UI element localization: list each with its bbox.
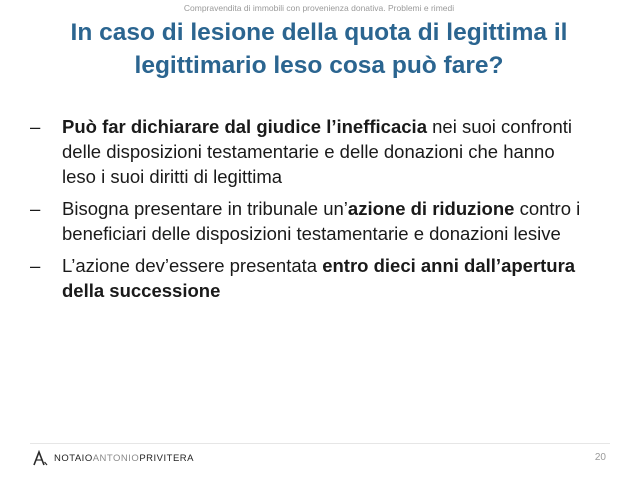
bullet-dash: – (30, 255, 41, 276)
bullet-text: Bisogna presentare in tribunale un’ (62, 198, 348, 219)
footer-divider (30, 443, 610, 444)
footer-logo (32, 449, 194, 467)
logo-text (54, 453, 194, 464)
logo-text-part: NOTAIO (54, 452, 93, 464)
bullet-text-bold: entro dieci anni dall’apertura della successione (62, 255, 576, 301)
bullet-text: contro i beneficiari delle disposizioni testamentarie e donazioni lesive (62, 198, 581, 244)
bullet-text-bold: azione di riduzione (347, 198, 515, 219)
slide-title: In caso di lesione della quota di legittima il legittimario leso cosa può fare? (70, 19, 568, 79)
bullet-text-bold: Può far dichiarare dal giudice l’inefficacia (62, 116, 427, 137)
bullet-text: L’azione dev’essere presentata (62, 255, 323, 276)
bullet-dash: – (30, 198, 41, 219)
page-number: 20 (594, 452, 606, 463)
bullet-list (30, 114, 590, 310)
bullet-text: nei suoi confronti delle disposizioni testamentarie e delle donazioni che hanno leso i suoi diritti di legittima (62, 116, 572, 187)
bullet-item (30, 114, 590, 189)
notary-logo-icon (32, 450, 48, 466)
header-note: Compravendita di immobili con provenienza donativa. Problemi e rimedi (183, 3, 455, 13)
bullet-dash: – (30, 116, 41, 137)
logo-text-part: ANTONIO (92, 452, 140, 464)
bullet-item (30, 196, 590, 246)
bullet-item (30, 253, 590, 303)
logo-text-part: PRIVITERA (139, 452, 194, 464)
